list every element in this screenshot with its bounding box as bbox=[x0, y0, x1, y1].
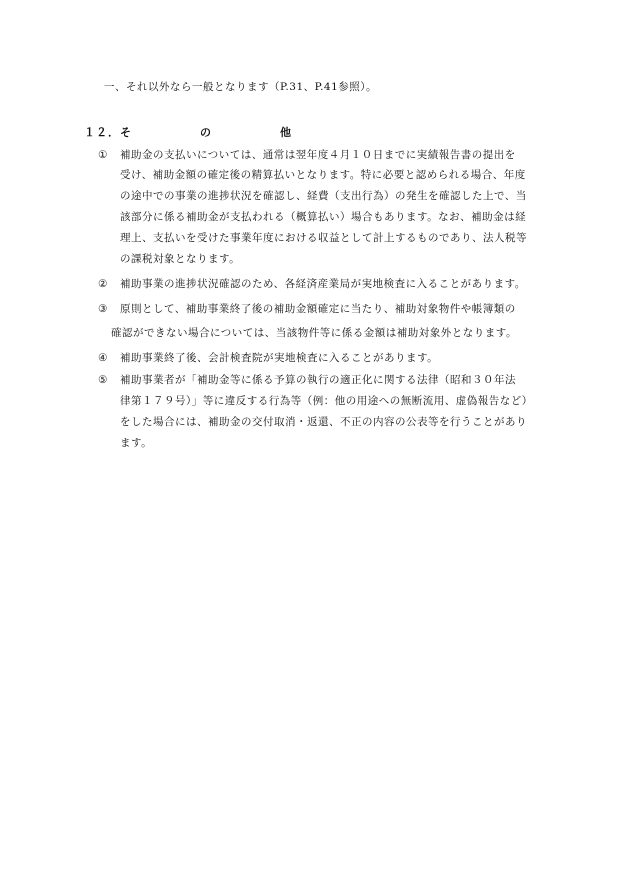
list-item-5-text-1: 補助事業者が「補助金等に係る予算の執行の適正化に関する法律（昭和３０年法 bbox=[120, 374, 516, 386]
list-item-3-text-1: 原則として、補助事業終了後の補助金額確定に当たり、補助対象物件や帳簿類の bbox=[120, 303, 516, 315]
list-marker-2: ② bbox=[98, 278, 108, 290]
list-item-5-line-4: ます。 bbox=[120, 437, 153, 449]
list-marker-1: ① bbox=[98, 149, 108, 161]
list-item-4-line-1 bbox=[98, 351, 438, 365]
section-title-char-3: 他 bbox=[280, 126, 292, 139]
list-item-3-line-1 bbox=[98, 302, 516, 316]
list-item-1-line-3: の途中での事業の進捗状況を確認し、経費（支出行為）の発生を確認した上で、当 bbox=[120, 190, 527, 202]
list-item-1-line-1 bbox=[98, 148, 516, 162]
list-marker-3: ③ bbox=[98, 303, 108, 315]
list-marker-5: ⑤ bbox=[98, 374, 108, 386]
list-item-2-text-1: 補助事業の進捗状況確認のため、各経済産業局が実地検査に入ることがあります。 bbox=[120, 278, 526, 290]
list-item-1-line-2: 受け、補助金額の確定後の精算払いとなります。特に必要と認められる場合、年度 bbox=[120, 169, 526, 181]
section-title-char-2: の bbox=[200, 126, 212, 139]
section-heading bbox=[84, 126, 292, 140]
intro-line: 一、それ以外なら一般となります（P.31、P.41参照）。 bbox=[104, 81, 378, 93]
list-item-1-line-6: の課税対象となります。 bbox=[120, 253, 241, 265]
section-number: １２． bbox=[84, 126, 120, 139]
list-item-1-text-1: 補助金の支払いについては、通常は翌年度４月１０日までに実績報告書の提出を bbox=[120, 149, 516, 161]
list-item-5-line-2: 律第１７９号）」等に違反する行為等（例：他の用途への無断流用、虚偽報告など） bbox=[120, 395, 533, 407]
list-marker-4: ④ bbox=[98, 352, 108, 364]
list-item-1-line-4: 該部分に係る補助金が支払われる（概算払い）場合もあります。なお、補助金は経 bbox=[120, 211, 527, 223]
list-item-3-line-2: 確認ができない場合については、当該物件等に係る金額は補助対象外となります。 bbox=[111, 327, 517, 339]
section-title-char-1: そ bbox=[120, 126, 132, 139]
list-item-2-line-1 bbox=[98, 277, 526, 291]
list-item-1-line-5: 理上、支払いを受けた事業年度における収益として計上するものであり、法人税等 bbox=[120, 232, 527, 244]
list-item-5-line-3: をした場合には、補助金の交付取消・返還、不正の内容の公表等を行うことがあり bbox=[120, 416, 527, 428]
list-item-5-line-1 bbox=[98, 373, 516, 387]
list-item-4-text-1: 補助事業終了後、会計検査院が実地検査に入ることがあります。 bbox=[120, 352, 439, 364]
